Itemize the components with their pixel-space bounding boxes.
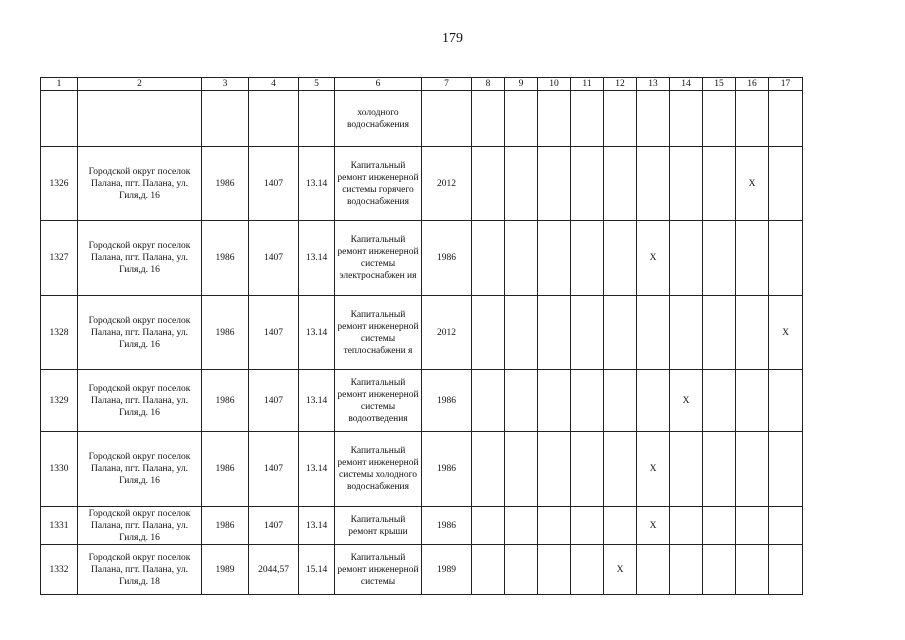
area-cell: 1407	[249, 221, 299, 296]
year-mark-cell	[604, 91, 637, 147]
address-cell: Городской округ поселок Палана, пгт. Палана, ул. Гиля,д. 16	[78, 296, 202, 370]
build-year-cell	[202, 91, 249, 147]
year-mark-cell	[637, 91, 670, 147]
table-row	[41, 432, 803, 507]
completion-year-cell: 1986	[422, 370, 472, 432]
year-mark-cell	[703, 370, 736, 432]
year-mark-cell	[571, 370, 604, 432]
cost-cell: 13.14	[299, 432, 335, 507]
cost-cell: 13.14	[299, 147, 335, 221]
year-mark-cell	[736, 432, 769, 507]
year-mark-cell	[670, 507, 703, 545]
row-number-cell: 1327	[41, 221, 78, 296]
year-mark-cell	[505, 432, 538, 507]
year-mark-cell	[670, 91, 703, 147]
year-mark-cell: X	[769, 296, 803, 370]
cost-cell	[299, 91, 335, 147]
column-number-cell: 10	[538, 78, 571, 91]
completion-year-cell: 1986	[422, 221, 472, 296]
column-number-cell: 14	[670, 78, 703, 91]
area-cell: 1407	[249, 432, 299, 507]
year-mark-cell	[769, 507, 803, 545]
cost-cell: 15.14	[299, 545, 335, 595]
year-mark-cell	[571, 91, 604, 147]
build-year-cell: 1986	[202, 432, 249, 507]
column-number-cell: 2	[78, 78, 202, 91]
year-mark-cell	[604, 296, 637, 370]
year-mark-cell	[670, 221, 703, 296]
year-mark-cell	[769, 432, 803, 507]
row-number-cell: 1328	[41, 296, 78, 370]
year-mark-cell	[538, 432, 571, 507]
year-mark-cell	[670, 147, 703, 221]
year-mark-cell	[505, 370, 538, 432]
cost-cell: 13.14	[299, 296, 335, 370]
row-number-cell	[41, 91, 78, 147]
year-mark-cell	[472, 221, 505, 296]
year-mark-cell	[571, 545, 604, 595]
year-mark-cell	[571, 432, 604, 507]
year-mark-cell	[736, 370, 769, 432]
year-mark-cell	[538, 221, 571, 296]
address-cell	[78, 91, 202, 147]
area-cell: 1407	[249, 507, 299, 545]
year-mark-cell	[472, 370, 505, 432]
year-mark-cell: X	[637, 507, 670, 545]
table-row	[41, 296, 803, 370]
table-row	[41, 370, 803, 432]
year-mark-cell	[604, 147, 637, 221]
column-number-cell: 17	[769, 78, 803, 91]
work-type-cell: Капитальный ремонт инженерной системы холодного водоснабжения	[335, 432, 422, 507]
year-mark-cell	[538, 91, 571, 147]
column-number-cell: 4	[249, 78, 299, 91]
build-year-cell: 1986	[202, 370, 249, 432]
work-type-cell: Капитальный ремонт крыши	[335, 507, 422, 545]
year-mark-cell	[571, 296, 604, 370]
row-number-cell: 1332	[41, 545, 78, 595]
completion-year-cell: 1986	[422, 507, 472, 545]
cost-cell: 13.14	[299, 507, 335, 545]
year-mark-cell	[505, 507, 538, 545]
year-mark-cell	[571, 221, 604, 296]
year-mark-cell	[736, 545, 769, 595]
completion-year-cell: 2012	[422, 296, 472, 370]
year-mark-cell	[637, 296, 670, 370]
table-body	[41, 78, 803, 595]
year-mark-cell	[670, 432, 703, 507]
repair-schedule-table	[40, 77, 803, 595]
address-cell: Городской округ поселок Палана, пгт. Палана, ул. Гиля,д. 18	[78, 545, 202, 595]
year-mark-cell	[505, 545, 538, 595]
year-mark-cell	[505, 296, 538, 370]
year-mark-cell	[604, 370, 637, 432]
table-row	[41, 147, 803, 221]
year-mark-cell	[637, 370, 670, 432]
year-mark-cell	[604, 507, 637, 545]
page-number: 179	[442, 31, 463, 46]
row-number-cell: 1329	[41, 370, 78, 432]
year-mark-cell: X	[637, 432, 670, 507]
year-mark-cell	[472, 91, 505, 147]
work-type-cell: Капитальный ремонт инженерной системы электроснабжен ия	[335, 221, 422, 296]
area-cell: 1407	[249, 147, 299, 221]
completion-year-cell: 2012	[422, 147, 472, 221]
address-cell: Городской округ поселок Палана, пгт. Палана, ул. Гиля,д. 16	[78, 147, 202, 221]
year-mark-cell	[769, 147, 803, 221]
year-mark-cell	[604, 221, 637, 296]
year-mark-cell	[769, 545, 803, 595]
row-number-cell: 1331	[41, 507, 78, 545]
table-row	[41, 221, 803, 296]
area-cell	[249, 91, 299, 147]
column-number-cell: 13	[637, 78, 670, 91]
build-year-cell: 1986	[202, 221, 249, 296]
year-mark-cell	[703, 147, 736, 221]
year-mark-cell	[571, 507, 604, 545]
year-mark-cell: X	[670, 370, 703, 432]
column-number-cell: 6	[335, 78, 422, 91]
column-number-row	[41, 78, 803, 91]
work-type-cell: Капитальный ремонт инженерной системы	[335, 545, 422, 595]
year-mark-cell	[637, 147, 670, 221]
year-mark-cell	[505, 221, 538, 296]
address-cell: Городской округ поселок Палана, пгт. Палана, ул. Гиля,д. 16	[78, 507, 202, 545]
table-row	[41, 507, 803, 545]
address-cell: Городской округ поселок Палана, пгт. Палана, ул. Гиля,д. 16	[78, 370, 202, 432]
year-mark-cell	[538, 370, 571, 432]
year-mark-cell	[703, 221, 736, 296]
year-mark-cell	[538, 507, 571, 545]
work-type-cell: холодного водоснабжения	[335, 91, 422, 147]
year-mark-cell	[538, 296, 571, 370]
build-year-cell: 1986	[202, 507, 249, 545]
completion-year-cell	[422, 91, 472, 147]
column-number-cell: 5	[299, 78, 335, 91]
year-mark-cell	[736, 221, 769, 296]
year-mark-cell	[703, 91, 736, 147]
year-mark-cell: X	[736, 147, 769, 221]
year-mark-cell	[571, 147, 604, 221]
year-mark-cell	[736, 507, 769, 545]
completion-year-cell: 1989	[422, 545, 472, 595]
year-mark-cell	[505, 91, 538, 147]
year-mark-cell	[736, 91, 769, 147]
year-mark-cell	[769, 221, 803, 296]
year-mark-cell	[604, 432, 637, 507]
column-number-cell: 16	[736, 78, 769, 91]
year-mark-cell	[538, 545, 571, 595]
year-mark-cell	[670, 545, 703, 595]
year-mark-cell	[703, 545, 736, 595]
build-year-cell: 1989	[202, 545, 249, 595]
area-cell: 2044,57	[249, 545, 299, 595]
year-mark-cell	[637, 545, 670, 595]
column-number-cell: 12	[604, 78, 637, 91]
year-mark-cell	[538, 147, 571, 221]
completion-year-cell: 1986	[422, 432, 472, 507]
year-mark-cell: X	[604, 545, 637, 595]
year-mark-cell	[703, 507, 736, 545]
work-type-cell: Капитальный ремонт инженерной системы теплоснабжени я	[335, 296, 422, 370]
year-mark-cell	[472, 432, 505, 507]
year-mark-cell	[472, 296, 505, 370]
address-cell: Городской округ поселок Палана, пгт. Палана, ул. Гиля,д. 16	[78, 432, 202, 507]
build-year-cell: 1986	[202, 147, 249, 221]
year-mark-cell	[769, 370, 803, 432]
work-type-cell: Капитальный ремонт инженерной системы горячего водоснабжения	[335, 147, 422, 221]
area-cell: 1407	[249, 370, 299, 432]
column-number-cell: 1	[41, 78, 78, 91]
year-mark-cell	[670, 296, 703, 370]
year-mark-cell	[472, 507, 505, 545]
year-mark-cell	[472, 147, 505, 221]
column-number-cell: 3	[202, 78, 249, 91]
year-mark-cell: X	[637, 221, 670, 296]
cost-cell: 13.14	[299, 370, 335, 432]
row-number-cell: 1330	[41, 432, 78, 507]
column-number-cell: 11	[571, 78, 604, 91]
year-mark-cell	[703, 296, 736, 370]
column-number-cell: 9	[505, 78, 538, 91]
table-row	[41, 545, 803, 595]
cost-cell: 13.14	[299, 221, 335, 296]
build-year-cell: 1986	[202, 296, 249, 370]
table-row	[41, 91, 803, 147]
area-cell: 1407	[249, 296, 299, 370]
year-mark-cell	[736, 296, 769, 370]
column-number-cell: 15	[703, 78, 736, 91]
column-number-cell: 7	[422, 78, 472, 91]
year-mark-cell	[505, 147, 538, 221]
work-type-cell: Капитальный ремонт инженерной системы водоотведения	[335, 370, 422, 432]
row-number-cell: 1326	[41, 147, 78, 221]
column-number-cell: 8	[472, 78, 505, 91]
year-mark-cell	[769, 91, 803, 147]
address-cell: Городской округ поселок Палана, пгт. Палана, ул. Гиля,д. 16	[78, 221, 202, 296]
year-mark-cell	[703, 432, 736, 507]
year-mark-cell	[472, 545, 505, 595]
